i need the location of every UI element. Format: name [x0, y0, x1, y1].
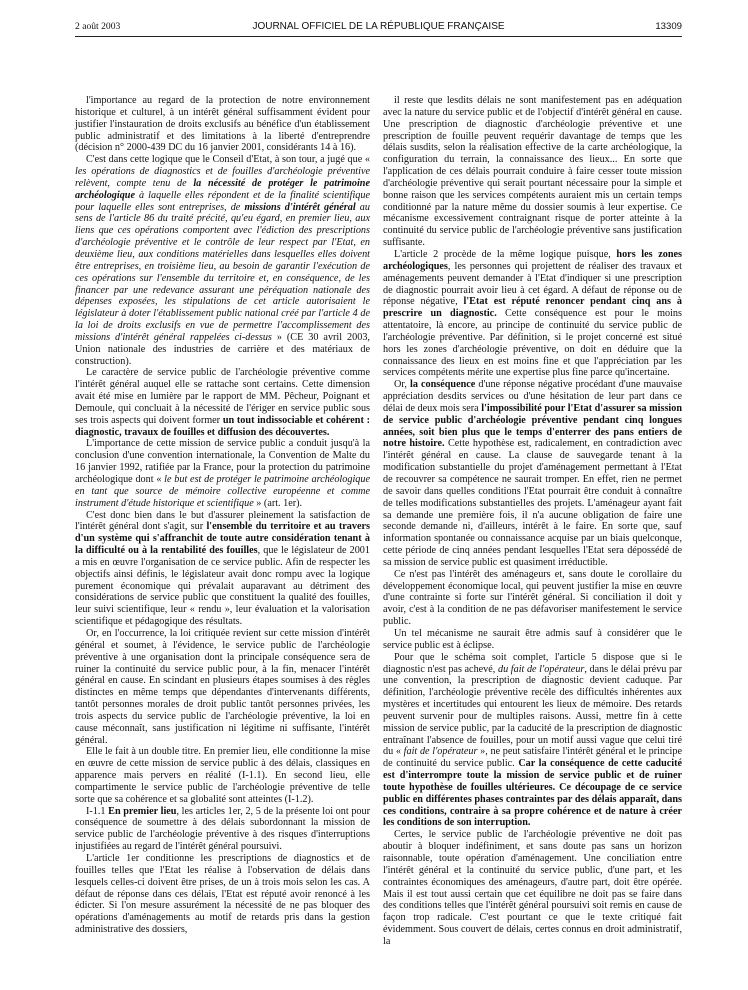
header-rule	[75, 36, 682, 37]
page-header	[75, 21, 682, 35]
header-page-number: 13309	[655, 21, 682, 32]
paragraph	[383, 628, 682, 652]
text-run: » (CE 30 avril 2003, Union nationale des industries de carrière et des matériaux de construction).	[75, 331, 370, 367]
text-run: l'importance au regard de la protection de notre environnement historique et culturel, à un intérêt général suffisamment évident pour justifier l'instauration de droits exclusifs au bénéfice d'un établissement public administratif et des limitations à la liberté d'entreprendre (décision n° 2000-439 DC du 16 janvier 2001, considérants 14 à 16).	[75, 95, 370, 154]
paragraph	[383, 652, 682, 830]
paragraph	[383, 569, 682, 628]
text-run: fait de l'opérateur	[403, 746, 478, 758]
paragraph	[75, 746, 370, 805]
header-date: 2 août 2003	[75, 21, 121, 32]
text-run: C'est donc bien dans le but d'assurer pleinement la satisfaction de l'intérêt général dont s'agit, sur	[75, 509, 370, 533]
text-run: L'article 2 procède de la même logique puisque,	[394, 248, 617, 260]
text-run: il reste que lesdits délais ne sont manifestement pas en adéquation avec la nature du service public et de l'objectif d'intérêt général en cause. Une prescription de diagnostic d'archéologie préventive et une prescription de fouille peuvent requérir davantage de temps que les délais susdits, selon la réalisation effective de la carte archéologique, la configuration du terrain, la connaissance des lieux... En sorte que l'application de ces délais pourrait conduire à faire cesser toute mission d'archéologie préventive qui serait pourtant nécessaire pour la simple et bonne raison que les services compétents auraient mis un certain temps conditionné par la nature même du dossier soumis à leur expertise. Ce mécanisme excessivement contraignant risque de porter atteinte à la continuité du service public de l'archéologie préventive sans justification suffisante.	[383, 95, 682, 249]
right-column	[383, 95, 682, 948]
text-run: l'impossibilité pour l'Etat d'assurer sa mission de service public d'archéologie préventive pendant cinq longues années, soit bien plus que le temps d'enterrer des pans entiers de notre histoire.	[383, 402, 682, 450]
text-run: au sens de l'article 86 du traité précité, qu'eu égard, en premier lieu, aux liens que ces opérations comportent avec l'édiction des prescriptions d'archéologie préventive et le contrôle de leur respect par l'Etat, en deuxième lieu, aux conditions matérielles dans lesquelles elles doivent être entreprises, en troisième lieu, au besoin de garantir l'exécution de ces opérations sur l'ensemble du territoire et, en conséquence, de les financer par une redevance assurant une péréquation nationale des dépenses exposées, les stipulations de cet article autorisaient le législateur à doter l'établissement public national créé par l'article 4 de la loi de droits exclusifs en vue de permettre l'accomplissement des missions d'intérêt général rappelées ci-dessus	[75, 201, 370, 343]
text-run: à laquelle elles répondent et de la finalité scientifique pour laquelle elles sont entreprises, de	[75, 189, 370, 213]
text-run: Cette conséquence est pour le moins attentatoire, là encore, au principe de continuité du service public de l'archéologie préventive. Par définition, si le projet concerné est situé hors les zones d'archéologie préventive, on doit en déduire que la connaissance des lieux en est moins fine et que l'appréciation par les services compétents mérite une expertise plus fine parce qu'incertaine.	[383, 308, 682, 379]
text-run: le but est de protéger le patrimoine archéologique en tant que source de mémoire collective européenne et comme instrument d'étude historique et scientifique	[75, 474, 370, 509]
text-run: d'une réponse négative procédant d'une mauvaise appréciation desdits services ou d'une hésitation de leur part dans ce délai de deux mois sera	[383, 379, 682, 414]
paragraph	[383, 379, 682, 569]
text-run: Ce n'est pas l'intérêt des aménageurs et, sans doute le corollaire du développement économique local, qui peuvent justifier la mise en œuvre d'une contrainte si forte sur l'intérêt général. Si conciliation il doit y avoir, c'est à la condition de ne pas défavoriser manifestement le service public.	[383, 568, 682, 628]
paragraph	[383, 95, 682, 249]
text-run: Pour que le schéma soit complet, l'article 5 dispose que si le diagnostic n'est pas achevé,	[383, 651, 682, 675]
text-run: Or,	[394, 379, 410, 391]
text-run: la conséquence	[409, 379, 476, 391]
paragraph	[75, 853, 370, 936]
text-run: , les personnes qui projettent de réaliser des travaux et aménagements peuvent demander à l'Etat d'indiquer si une prescription de diagnostic pourrait avoir lieu à cet égard. A défaut de réponse ou de réponse négative,	[383, 260, 682, 308]
text-run: missions d'intérêt général	[244, 201, 356, 213]
paragraph	[383, 249, 682, 379]
text-run: Elle le fait à un double titre. En premier lieu, elle conditionne la mise en œuvre de cette mission de service public à des délais, classiques en apparence mais pervers en réalité (I-1.1). En second lieu, elle compartimente le service public de l'archéologie préventive de telle sorte que sa cohérence et sa globalité sont atteintes (I-1.2).	[75, 746, 370, 805]
text-run: Or, en l'occurrence, la loi critiquée revient sur cette mission d'intérêt général et soumet, à l'évidence, le service public de l'archéologie préventive à une organisation dont la principale conséquence sera de ruiner la continuité du service public pour, à la fin, menacer l'intérêt général en cause. En scindant en plusieurs étapes soumises à des règles distinctes en même temps que dépendantes d'intervenants différents, tantôt personnes morales de droit public tantôt personnes privées, les trois aspects du service public de l'archéologie préventive, la loi en cause méconnaît, sans justification ni légitime ni suffisante, l'intérêt général.	[75, 627, 370, 746]
text-run: du fait de l'opérateur	[497, 663, 585, 675]
paragraph	[75, 510, 370, 628]
text-run: Un tel mécanisme ne saurait être admis sauf à considérer que le service public est à éclipse.	[383, 627, 682, 651]
text-run: l'ensemble du territoire et au travers d'un système qui s'affranchit de toute autre considération tenant à la difficulté ou à la rentabilité des fouilles	[75, 521, 370, 557]
text-run: L'importance de cette mission de service public a conduit jusqu'à la conclusion d'une convention internationale, la Convention de Malte du 16 janvier 1992, ratifiée par la France, pour la protection du patrimoine archéologique dont «	[75, 438, 370, 485]
text-run: L'article 1er conditionne les prescriptions de diagnostics et de fouilles telles que l'Etat les réalise à l'observation de délais dans lesquels celles-ci doivent être prises, de un à trois mois selon les cas. A défaut de réponse dans ces délais, l'Etat est réputé avoir renoncé à les édicter. Si l'on mesure assurément la nécessité de ne pas bloquer des opérations d'aménagements au motif de retards pris dans la gestion administrative des dossiers,	[75, 853, 370, 936]
text-run: » (art. 1er).	[253, 497, 303, 509]
text-run: I-1.1	[86, 805, 109, 817]
paragraph	[75, 628, 370, 746]
text-run: Le caractère de service public de l'archéologie préventive comme l'intérêt général auquel elle se rattache sont certains. Cette dimension avait été mise en lumière par le rapport de MM. Pêcheur, Poignant et Demoule, qui concluait à la nécessité de l'ériger en service public sous ses trois aspects qui doivent former	[75, 367, 370, 426]
text-run: Cette hypothèse est, radicalement, en contradiction avec l'intérêt général en cause. La clause de sauvegarde tenant à la modification substantielle du projet d'aménagement permettant à l'Etat de recouvrer sa compétence ne saurait tromper. En effet, rien ne permet de savoir dans quelles conditions l'Etat pourrait être conduit à connaître de telles modifications substantielles des projets. L'aménageur ayant fait sa demande une première fois, il n'a aucune obligation de faire une seconde demande ni, d'ailleurs, intérêt à le faire. En sorte que, sauf information spontanée ou connaissance acquise par un biais quelconque, cette période de cinq années pendant lesquelles l'Etat sera dépossédé de sa mission de service public est quasiment irréductible.	[383, 438, 683, 568]
text-run: Certes, le service public de l'archéologie préventive ne doit pas aboutir à bloquer indéfiniment, et sans doute pas sans un horizon raisonnable, toute opération d'aménagement. Une conciliation entre l'intérêt général et la continuité du service public, d'une part, et les contraintes économiques des aménageurs, d'autre part, doit être opérée. Mais il est tout aussi certain que cet équilibre ne doit pas se faire dans des conditions telles que l'intérêt général poursuivi soit remis en cause de façon trop radicale. C'est pourtant ce que le texte critiqué fait évidemment. Sous couvert de délais, certes connus en droit administratif, la	[383, 829, 682, 947]
paragraph	[383, 829, 682, 947]
text-run: un tout indissociable et cohérent : diagnostic, travaux de fouilles et diffusion des découvertes.	[75, 414, 370, 438]
header-title: JOURNAL OFFICIEL DE LA RÉPUBLIQUE FRANÇAISE	[252, 21, 505, 32]
paragraph	[75, 438, 370, 509]
text-run: l'Etat est réputé renoncer pendant cinq ans à prescrire un diagnostic.	[383, 296, 682, 320]
text-run: hors les zones archéologiques	[383, 248, 682, 272]
text-run: En premier lieu	[108, 805, 177, 817]
text-run: C'est dans cette logique que le Conseil d'Etat, à son tour, a jugé que «	[86, 154, 370, 166]
text-run: , que le législateur de 2001 a mis en œuvre l'organisation de ce service public. Afin de respecter les objectifs ainsi définis, le législateur avait donc rompu avec la logique purement économique qui prévalait auparavant au détriment des considérations de service public que constituent la qualité des fouilles, leur suivi scientifique, leur « rendu », leur évaluation et la valorisation scientifique et pédagogique des résultats.	[75, 545, 370, 628]
paragraph	[75, 806, 370, 853]
text-run: Car la conséquence de cette caducité est d'interrompre toute la mission de service public et de ruiner toute hypothèse de fouilles ultérieures. Ce découpage de ce service public en différentes phases contraintes par des délais apparaît, dans ces conditions, contraire à sa propre cohérence et de nature à créer les conditions de son interruption.	[383, 758, 683, 829]
paragraph	[75, 367, 370, 438]
left-column	[75, 95, 370, 936]
text-run: , les articles 1er, 2, 5 de la présente loi ont pour conséquence de soumettre à des délais subordonnant la mission de service public de l'archéologie préventive à des risques d'interruptions injustifiées au regard de l'intérêt général poursuivi.	[75, 805, 371, 853]
text-run: », ne peut satisfaire l'intérêt général et le principe de continuité du service public.	[383, 746, 683, 770]
text-run: , dans le délai prévu par une convention, la prescription de diagnostic devient caduque. Par définition, l'archéologie préventive recèle des difficultés inhérentes aux mystères et incertitudes qui entourent les lieux de mémoire. Des retards peuvent survenir pour de multiples raisons. Aussi, mettre fin à cette mission de service public, par la caducité de la prescription de diagnostic entraînant l'absence de fouilles, pour un motif aussi vague que celui tiré du «	[383, 663, 682, 758]
text-run: la nécessité de protéger le patrimoine archéologique	[75, 177, 370, 201]
text-run: les opérations de diagnostics et de fouilles d'archéologie préventive relèvent, compte tenu de	[75, 166, 370, 189]
paragraph	[75, 154, 370, 367]
paragraph	[75, 95, 370, 154]
